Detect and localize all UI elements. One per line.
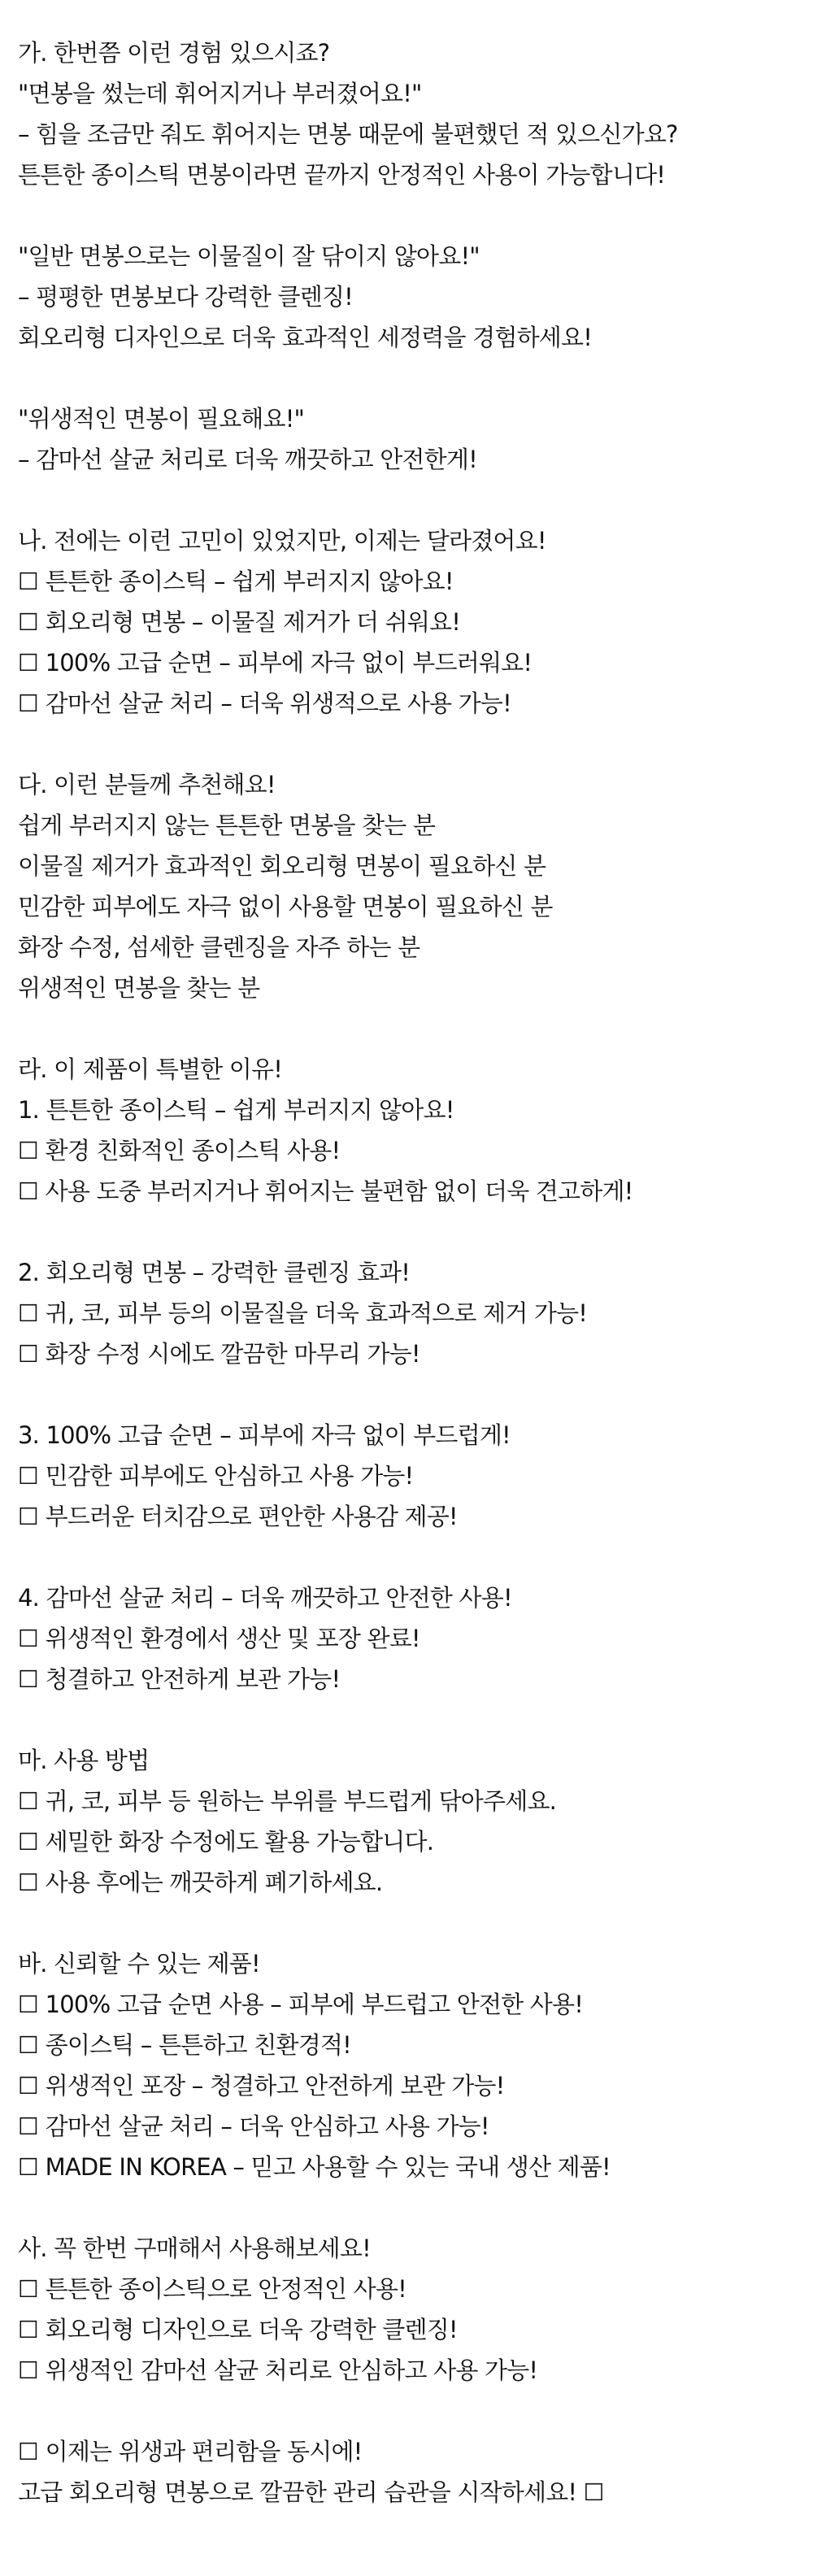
text-line: ☐ 회오리형 면봉 – 이물질 제거가 더 쉬워요! (18, 608, 461, 636)
text-line: – 평평한 면봉보다 강력한 클렌징! (18, 283, 353, 311)
text-line: ☐ 감마선 살균 처리 – 더욱 안심하고 사용 가능! (18, 2113, 489, 2140)
text-line: ☐ 환경 친화적인 종이스틱 사용! (18, 1137, 341, 1164)
text-line: ☐ 부드러운 터치감으로 편안한 사용감 제공! (18, 1503, 458, 1530)
text-line: "면봉을 썼는데 휘어지거나 부러졌어요!" (18, 80, 422, 107)
product-description-document (18, 33, 798, 2553)
section-heading-line: 2. 회오리형 면봉 – 강력한 클렌징 효과! (18, 1259, 411, 1286)
text-line: 이물질 제거가 효과적인 회오리형 면봉이 필요하신 분 (18, 852, 546, 880)
text-section (18, 1415, 798, 1537)
text-line: ☐ 100% 고급 순면 사용 – 피부에 부드럽고 안전한 사용! (18, 1991, 584, 2018)
text-line: 고급 회오리형 면봉으로 깔끔한 관리 습관을 시작하세요! ☐ (18, 2478, 604, 2506)
text-section (18, 520, 798, 724)
text-section (18, 2228, 798, 2391)
text-line: 회오리형 디자인으로 더욱 효과적인 세정력을 경험하세요! (18, 324, 593, 351)
section-heading-line: 사. 꼭 한번 구매해서 사용해보세요! (18, 2234, 371, 2262)
section-heading-line: 바. 신뢰할 수 있는 제품! (18, 1950, 260, 1978)
text-section (18, 33, 798, 195)
text-line: ☐ MADE IN KOREA – 믿고 사용할 수 있는 국내 생산 제품! (18, 2153, 611, 2181)
text-section (18, 2431, 798, 2513)
text-line: ☐ 위생적인 환경에서 생산 및 포장 완료! (18, 1625, 420, 1652)
text-section (18, 398, 798, 480)
text-section (18, 1740, 798, 1903)
text-line: – 힘을 조금만 줘도 휘어지는 면봉 때문에 불편했던 적 있으신가요? (18, 120, 678, 148)
text-line: ☐ 사용 도중 부러지거나 휘어지는 불편함 없이 더욱 견고하게! (18, 1177, 633, 1205)
text-line: ☐ 위생적인 포장 – 청결하고 안전하게 보관 가능! (18, 2072, 505, 2100)
text-line: ☐ 세밀한 화장 수정에도 활용 가능합니다. (18, 1828, 434, 1856)
text-line: ☐ 귀, 코, 피부 등 원하는 부위를 부드럽게 닦아주세요. (18, 1787, 557, 1815)
text-line: 튼튼한 종이스틱 면봉이라면 끝까지 안정적인 사용이 가능합니다! (18, 161, 666, 189)
section-heading-line: "일반 면봉으로는 이물질이 잘 닦이지 않아요!" (18, 242, 480, 270)
text-line: 위생적인 면봉을 찾는 분 (18, 974, 260, 1002)
text-section (18, 1577, 798, 1699)
section-heading-line: 라. 이 제품이 특별한 이유! (18, 1055, 283, 1083)
text-section (18, 764, 798, 1008)
section-heading-line: 다. 이런 분들께 추천해요! (18, 771, 276, 798)
text-line: ☐ 귀, 코, 피부 등의 이물질을 더욱 효과적으로 제거 가능! (18, 1299, 588, 1327)
section-heading-line: ☐ 이제는 위생과 편리함을 동시에! (18, 2438, 363, 2465)
text-line: 화장 수정, 섬세한 클렌징을 자주 하는 분 (18, 933, 420, 961)
text-line: 1. 튼튼한 종이스틱 – 쉽게 부러지지 않아요! (18, 1096, 454, 1124)
text-line: ☐ 감마선 살균 처리 – 더욱 위생적으로 사용 가능! (18, 690, 511, 717)
section-heading-line: 마. 사용 방법 (18, 1747, 150, 1774)
section-heading-line: 4. 감마선 살균 처리 – 더욱 깨끗하고 안전한 사용! (18, 1584, 512, 1612)
text-line: ☐ 100% 고급 순면 – 피부에 자극 없이 부드러워요! (18, 649, 533, 677)
text-line: ☐ 화장 수정 시에도 깔끔한 마무리 가능! (18, 1340, 420, 1368)
text-line: ☐ 위생적인 감마선 살균 처리로 안심하고 사용 가능! (18, 2356, 538, 2384)
text-section (18, 236, 798, 358)
text-line: ☐ 청결하고 안전하게 보관 가능! (18, 1665, 341, 1693)
text-line: – 감마선 살균 처리로 더욱 깨끗하고 안전한게! (18, 446, 477, 473)
text-section (18, 1252, 798, 1374)
text-line: ☐ 튼튼한 종이스틱으로 안정적인 사용! (18, 2275, 406, 2303)
text-line: ☐ 민감한 피부에도 안심하고 사용 가능! (18, 1462, 414, 1490)
section-heading-line: 가. 한번쯤 이런 경험 있으시죠? (18, 39, 330, 67)
text-line: ☐ 튼튼한 종이스틱 – 쉽게 부러지지 않아요! (18, 568, 454, 595)
section-heading-line: 3. 100% 고급 순면 – 피부에 자극 없이 부드럽게! (18, 1421, 511, 1449)
text-line: ☐ 사용 후에는 깨끗하게 폐기하세요. (18, 1869, 383, 1896)
text-line: 민감한 피부에도 자극 없이 사용할 면봉이 필요하신 분 (18, 893, 553, 920)
section-heading-line: 나. 전에는 이런 고민이 있었지만, 이제는 달라졌어요! (18, 527, 546, 555)
text-section (18, 1049, 798, 1212)
section-heading-line: "위생적인 면봉이 필요해요!" (18, 405, 305, 433)
text-section (18, 1943, 798, 2187)
text-line: ☐ 회오리형 디자인으로 더욱 강력한 클렌징! (18, 2316, 458, 2343)
text-line: 쉽게 부러지지 않는 튼튼한 면봉을 찾는 분 (18, 812, 436, 839)
text-line: ☐ 종이스틱 – 튼튼하고 친환경적! (18, 2031, 351, 2059)
